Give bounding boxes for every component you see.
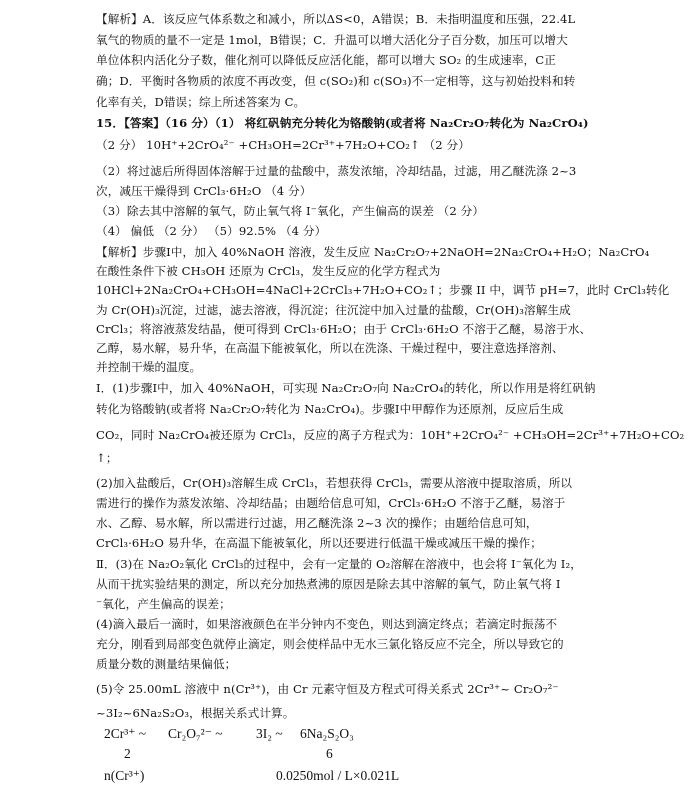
text-line: 确；D．平衡时各物质的浓度不再改变，但 c(SO₂)和 c(SO₃)不一定相等，这与初始投料和转	[96, 74, 576, 88]
relation-term: 2Cr³⁺ ~	[104, 726, 147, 741]
text-line: (4)滴入最后一滴时，如果溶液颜色在半分钟内不变色，则达到滴定终点；若滴定时振荡不	[96, 617, 558, 631]
text-line: 并控制干燥的温度。	[96, 360, 202, 374]
text-line: （2 分） 10H⁺+2CrO₄²⁻ +CH₃OH=2Cr³⁺+7H₂O+CO₂↑ （2 分）	[96, 138, 470, 152]
relation-unknown: n(Cr³⁺)	[104, 768, 145, 783]
relation-coef: 2	[124, 746, 131, 761]
text-line: 【解析】A．该反应气体系数之和减小，所以ΔS<0，A错误；B．未指明温度和压强，22.4L	[96, 12, 576, 26]
text-line: 转化为铬酸钠(或者将 Na₂Cr₂O₇转化为 Na₂CrO₄)。步骤Ⅰ中甲醇作为还原剂，反应后生成	[96, 402, 564, 416]
text-line: ↑；	[96, 451, 118, 465]
text-line: CrCl₃；将溶液蒸发结晶，便可得到 CrCl₃·6H₂O；由于 CrCl₃·6H₂O 不溶于乙醚，易溶于水、	[96, 322, 592, 336]
text-line: 10HCl+2Na₂CrO₄+CH₃OH=4NaCl+2CrCl₃+7H₂O+CO₂↑；步骤 II 中，调节 pH=7，此时 CrCl₃转化	[96, 283, 670, 297]
text-line: 质量分数的测量结果偏低；	[96, 657, 237, 671]
text-line: CO₂，同时 Na₂CrO₄被还原为 CrCl₃，反应的离子方程式为：10H⁺+2CrO₄²⁻ +CH₃OH=2Cr³⁺+7H₂O+CO₂	[96, 428, 685, 442]
text-line: （2）将过滤后所得固体溶解于过量的盐酸中，蒸发浓缩，冷却结晶，过滤，用乙醚洗涤 2~3	[96, 164, 577, 178]
text-line: CrCl₃·6H₂O 易升华，在高温下能被氧化，所以还要进行低温干燥或减压干燥的操作；	[96, 536, 542, 550]
text-line: 充分，刚看到局部变色就停止滴定，则会使样品中无水三氯化铬反应不完全，所以导致它的	[96, 637, 564, 651]
text-line: 水、乙醇、易水解，所以需进行过滤，用乙醚洗涤 2~3 次的操作；由题给信息可知，	[96, 516, 538, 530]
text-line: ~3I₂~6Na₂S₂O₃，根据关系式计算。	[96, 706, 295, 720]
text-line: 次，减压干燥得到 CrCl₃·6H₂O （4 分）	[96, 184, 312, 198]
text-line: 氧气的物质的量不一定是 1mol，B错误；C．升温可以增大活化分子百分数，加压可以增大	[96, 33, 568, 47]
relation-term: 3I₂ ~	[256, 726, 283, 741]
text-line: 在酸性条件下被 CH₃OH 还原为 CrCl₃，发生反应的化学方程式为	[96, 264, 441, 278]
text-line: Ⅰ．(1)步骤Ⅰ中，加入 40%NaOH，可实现 Na₂Cr₂O₇向 Na₂CrO₄的转化，所以作用是将红矾钠	[96, 381, 596, 395]
text-line: 化率有关，D错误；综上所述答案为 C。	[96, 95, 306, 109]
relation-term: 6Na₂S₂O₃	[300, 726, 354, 741]
text-line: 单位体积内活化分子数，催化剂可以降低反应活化能，都可以增大 SO₂ 的生成速率，C正	[96, 53, 556, 67]
text-line: 为 Cr(OH)₃沉淀，过滤，滤去溶液，得沉淀；往沉淀中加入过量的盐酸，Cr(OH)₃溶解生成	[96, 303, 571, 317]
analysis-heading: 【解析】步骤Ⅰ中，加入 40%NaOH 溶液，发生反应 Na₂Cr₂O₇+2NaOH=2Na₂CrO₄+H₂O；Na₂CrO₄	[96, 245, 650, 259]
answer-heading: 15．【答案】（16 分）（1） 将红矾钠充分转化为铬酸钠(或者将 Na₂Cr₂O₇转化为 Na₂CrO₄)	[96, 116, 589, 130]
text-line: （3）除去其中溶解的氧气，防止氧气将 I⁻氧化，产生偏高的误差 （2 分）	[96, 204, 485, 218]
relation-known: 0.0250mol / L×0.021L	[276, 768, 400, 783]
relation-coef: 6	[326, 746, 333, 761]
text-line: 需进行的操作为蒸发浓缩、冷却结晶；由题给信息可知，CrCl₃·6H₂O 不溶于乙醚，易溶于	[96, 496, 566, 510]
text-line: （4） 偏低 （2 分） （5）92.5% （4 分）	[96, 224, 327, 238]
relation-term: Cr₂O₇²⁻ ~	[168, 726, 223, 741]
text-line: (5)令 25.00mL 溶液中 n(Cr³⁺)，由 Cr 元素守恒及方程式可得关系式 2Cr³⁺~ Cr₂O₇²⁻	[96, 682, 559, 696]
text-line: (2)加入盐酸后，Cr(OH)₃溶解生成 CrCl₃，若想获得 CrCl₃，需要从溶液中提取溶质，所以	[96, 476, 573, 490]
text-line: ⁻氧化，产生偏高的误差；	[96, 597, 231, 611]
text-line: Ⅱ．(3)在 Na₂O₂氧化 CrCl₃的过程中，会有一定量的 O₂溶解在溶液中，也会将 I⁻氧化为 I₂，	[96, 557, 582, 571]
text-line: 乙醇，易水解，易升华，在高温下能被氧化，所以在洗涤、干燥过程中，要注意选择溶剂、	[96, 341, 564, 355]
text-line: 从而干扰实验结果的测定，所以充分加热煮沸的原因是除去其中溶解的氧气，防止氧气将 I	[96, 577, 561, 591]
